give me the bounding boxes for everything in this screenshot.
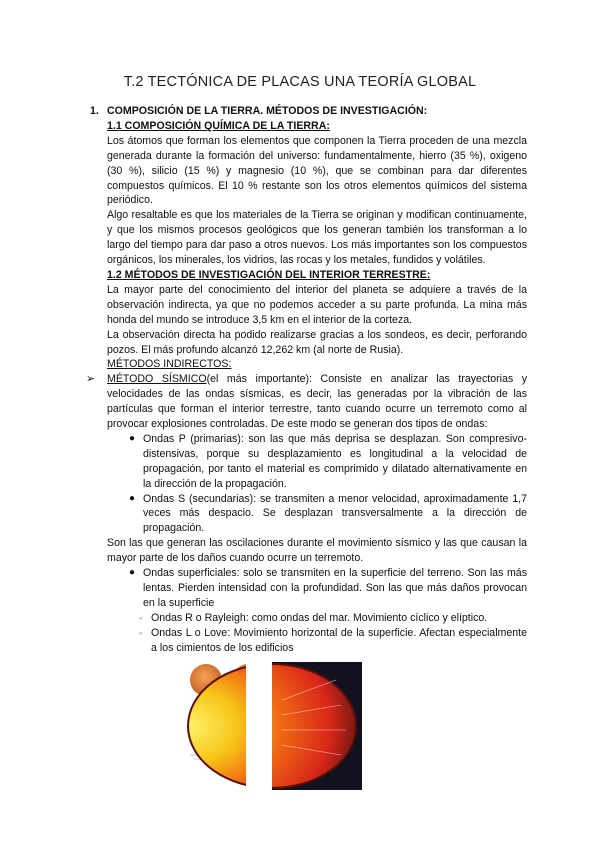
section-heading [90,104,527,119]
page-title: T.2 TECTÓNICA DE PLACAS UNA TEORÍA GLOBAL [123,74,477,90]
list-item [129,566,527,611]
list-item [129,492,527,537]
seismic-method-label: MÉTODO SÍSMICO [107,373,207,386]
subsection-heading-1-2: 1.2 MÉTODOS DE INVESTIGACIÓN DEL INTERIOR TERRESTRE: [107,268,431,281]
paragraph-materials: Algo resaltable es que los materiales de la Tierra se originan y modifican continuamente, y que los mismos procesos geológicos que los generan también los transforman a lo largo del tiempo para dar paso a otros nuevos. Los más importantes son los compuestos orgánicos, los minerales, los vidrios, las rocas y los metales, fundidos y volátiles. [107,209,527,267]
earth-cutaway-diagram [188,662,362,790]
p-waves-text: Ondas P (primarias): son las que más deprisa se desplazan. Son compresivo-distensivas, porque su desplazamiento es longitudinal a la velocidad de propagación, por tanto el material es comprimido y dilatado alternativamente en la dirección de la propagación. [143,432,527,490]
section-title: COMPOSICIÓN DE LA TIERRA. MÉTODOS DE INVESTIGACIÓN: [107,105,428,117]
document-body [86,104,528,656]
rayleigh-waves-text: Ondas R o Rayleigh: como ondas del mar. Movimiento cíclico y elíptico. [151,611,488,624]
section-number: 1. [90,105,99,117]
paragraph-indirect-observation: La mayor parte del conocimiento del interior del planeta se adquiere a través de la observación indirecta, ya que no podemos acceder a su parte profunda. La mina más honda del mundo se introduce 3,5 km en el interior de la corteza. [107,283,527,326]
list-item [139,611,527,626]
indirect-methods-label: MÉTODOS INDIRECTOS: [107,358,232,371]
earth-diagrams-svg [186,660,362,790]
subsection-heading-1-1: 1.1 COMPOSICIÓN QUÍMICA DE LA TIERRA: [107,119,330,132]
bullet-icon: ● [129,492,136,504]
paragraph-direct-observation: La observación directa ha podido realizarse gracias a los sondeos, es decir, perforando pozos. El más profundo alcanzó 12,262 km (al norte de Rusia). [107,328,527,356]
body-waves-list [129,432,527,536]
list-item [139,626,527,656]
surface-waves-list [129,566,527,655]
earth-structure-figure [186,660,362,790]
paragraph-oscillations: Son las que generan las oscilaciones durante el movimiento sísmico y las que causan la mayor parte de los daños cuando ocurre un terremoto. [107,537,527,565]
bullet-icon: ● [129,567,136,579]
seismic-method-item [86,372,527,432]
surface-waves-text: Ondas superficiales: solo se transmiten en la superficie del terreno. Son las más lentas. Pierden intensidad con la profundidad. Son las que más daños provocan en la superficie [143,567,527,609]
s-waves-text: Ondas S (secundarias): se transmiten a menor velocidad, aproximadamente 1,7 veces más despacio. Se desplazan transversalmente a la dirección de propagación. [143,492,527,535]
paragraph-composition: Los átomos que forman los elementos que componen la Tierra proceden de una mezcla generada durante la formación del universo: fundamentalmente, hierro (35 %), oxigeno (30 %), silicio (15 %) y magnesio (10 %), que se combinan para dar diferentes compuestos químicos. El 10 % restante son los otros elementos químicos del sistema periódico. [107,134,527,207]
list-item [129,432,527,492]
seismic-method-text [107,372,527,432]
sub-bullet-icon: ◦ [139,627,143,638]
arrow-bullet-icon: ➢ [86,373,96,386]
surface-waves-sublist [139,611,527,656]
seismic-method-description: (el más importante): Consiste en analizar las trayectorias y velocidades de las ondas sísmicas, es decir, las generadas por la vibración de las partículas que forman el interior terrestre, tanto cuando ocurre un terremoto como al provocar explosiones controladas. De este modo se generan dos tipos de ondas: [107,373,528,431]
bullet-icon: ● [129,432,136,444]
sub-bullet-icon: ◦ [139,612,143,623]
love-waves-text: Ondas L o Love: Movimiento horizontal de la superficie. Afectan especialmente a los cimientos de los edificios [151,626,527,654]
